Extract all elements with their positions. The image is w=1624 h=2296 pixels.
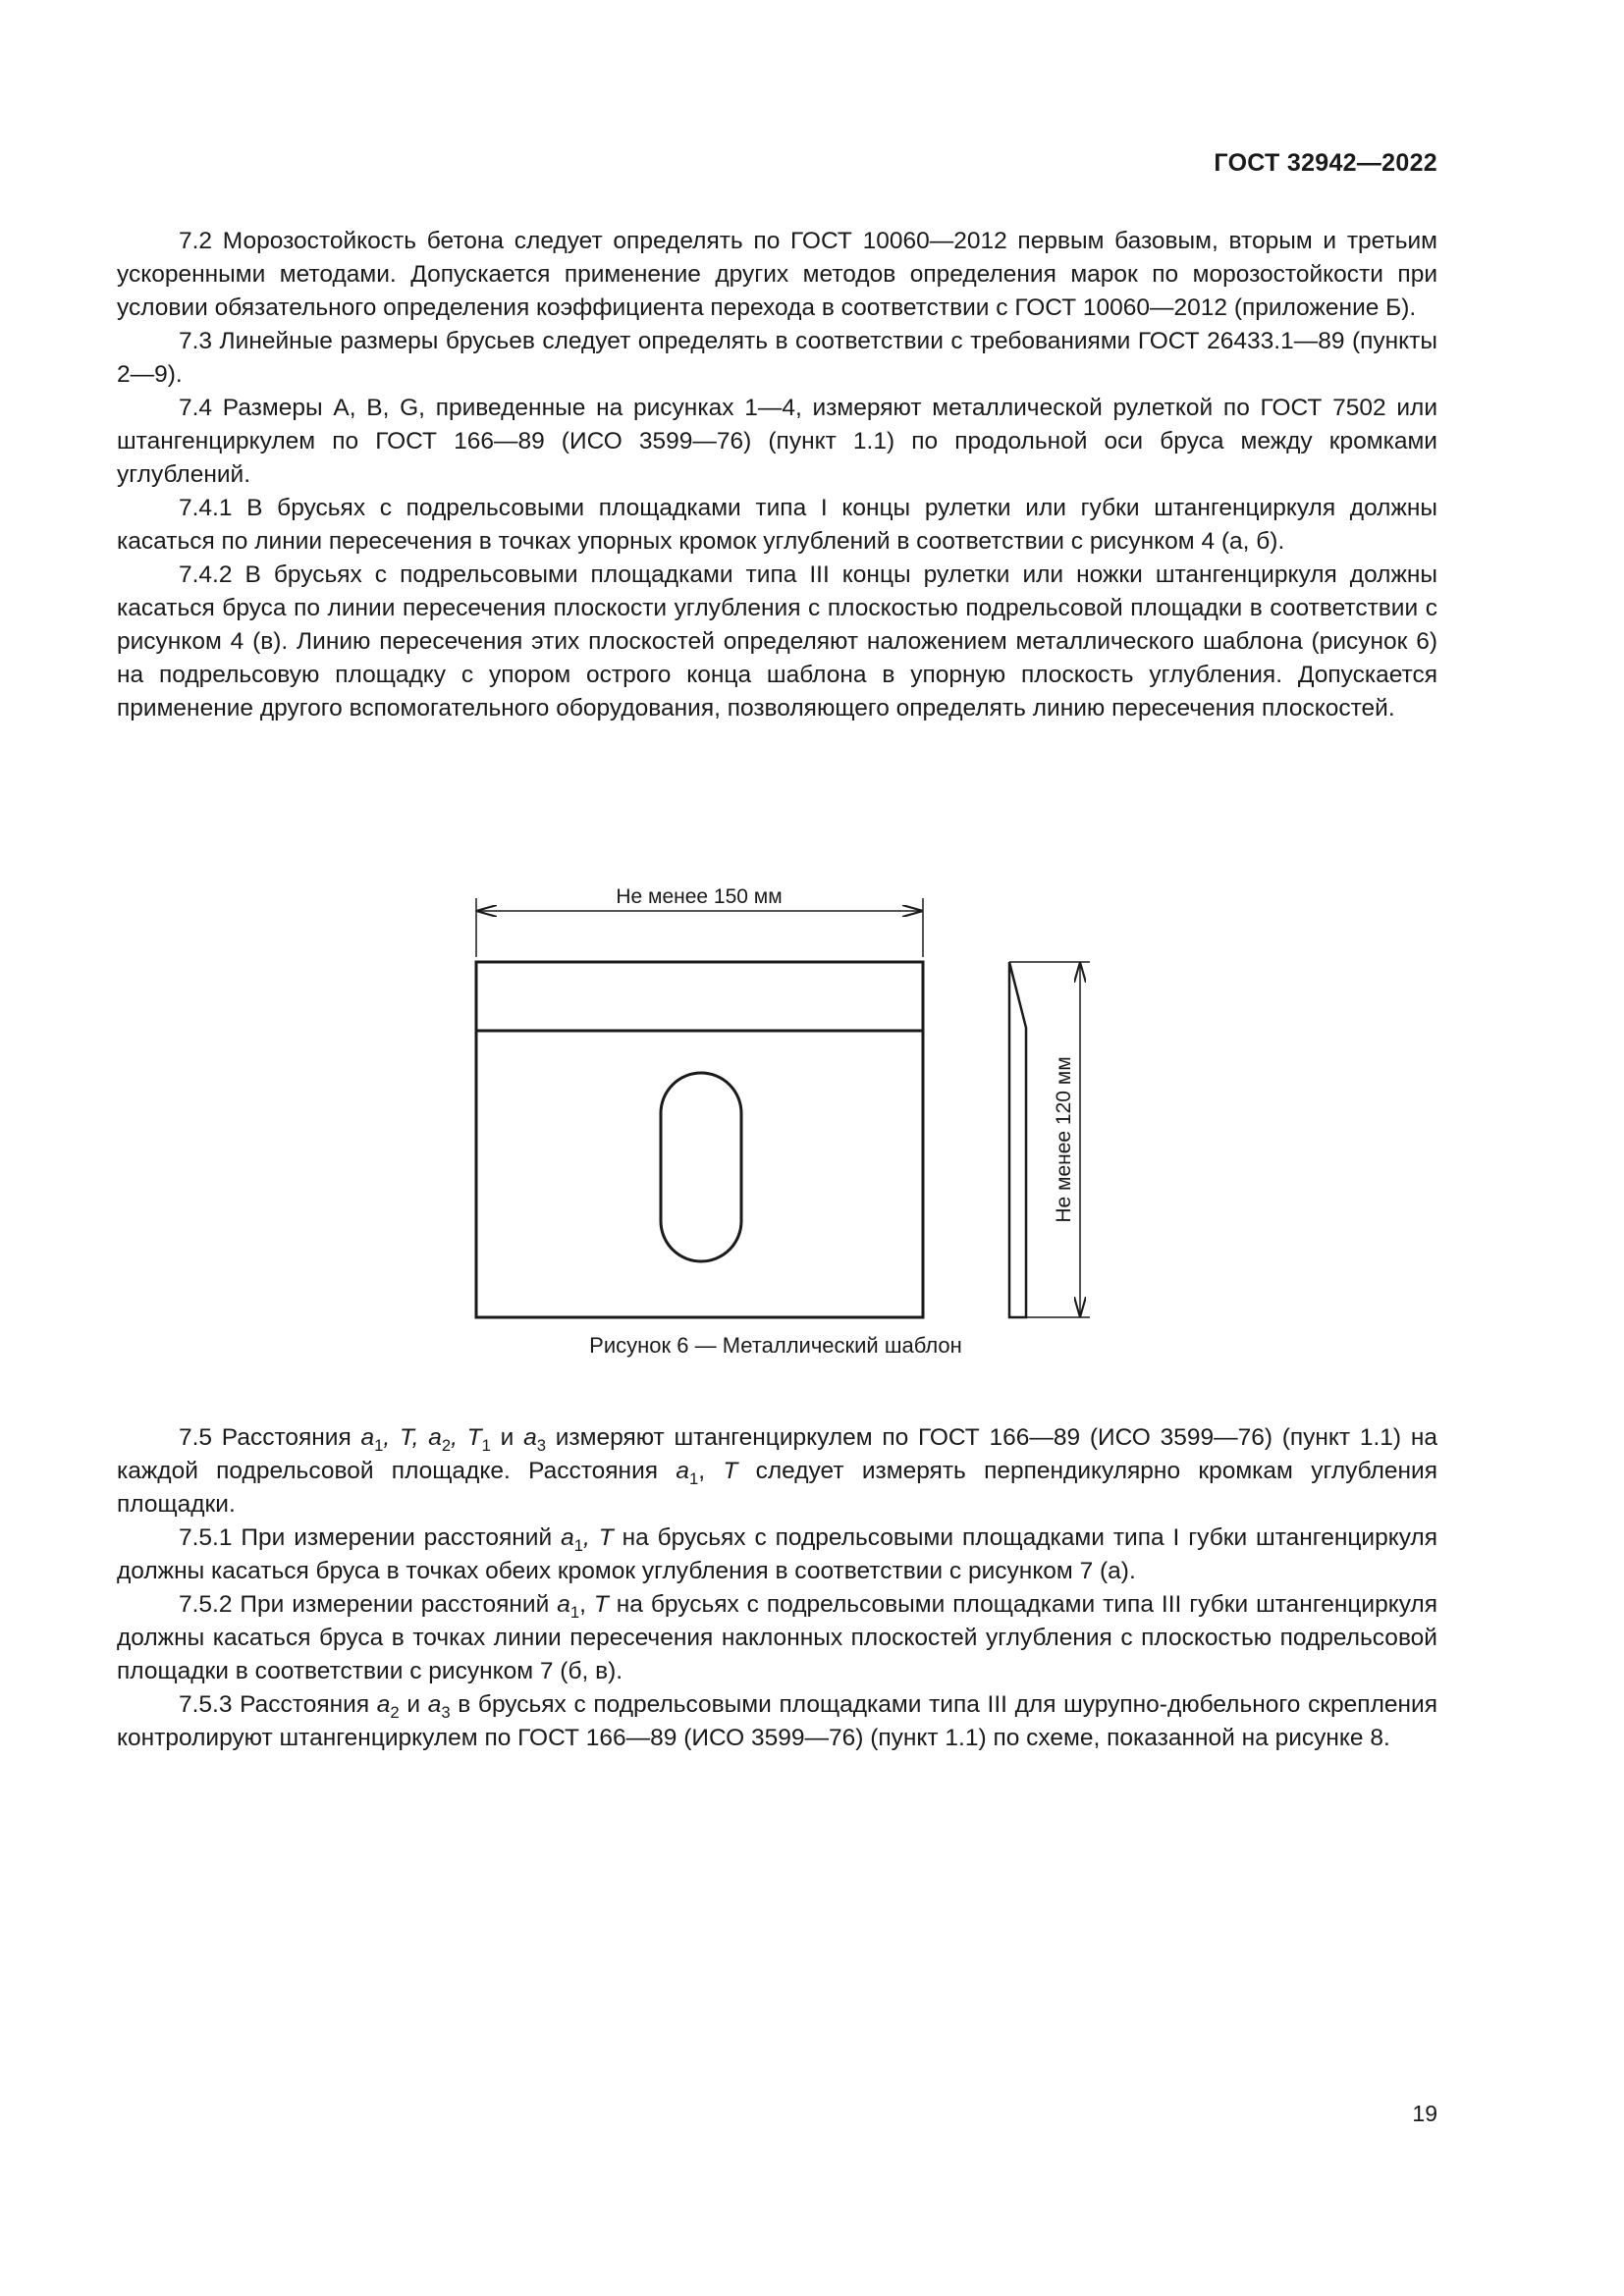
width-label: Не менее 150 мм (616, 885, 783, 908)
body-text-top (117, 225, 1437, 725)
paragraph-7-4-1: 7.4.1 В брусьях с подрельсовыми площадками типа I концы рулетки или губки штангенциркуля должны касаться по линии пересечения в точках упорных кромок углублений в соответствии с рисунком 4 (а, б). (117, 495, 1437, 555)
paragraph-7-5-2: 7.5.2 При измерении расстояний $a_1$, T на брусьях с подрельсовыми площадками типа III губки штангенциркуля должны касаться бруса в точках линии пересечения наклонных плоскостей углубления с плоскостью подрельсовой площадки в соответствии с рисунком 7 (б, в). (117, 1591, 1437, 1684)
page-number: 19 (1412, 2101, 1437, 2126)
template-drawing (452, 869, 1119, 1330)
figure-caption: Рисунок 6 — Металлический шаблон (589, 1333, 962, 1358)
template-slot (661, 1073, 741, 1261)
height-label: Не менее 120 мм (1053, 1056, 1075, 1223)
figure-6-metal-template (452, 869, 1119, 1379)
body-text-bottom (117, 1421, 1437, 1755)
document-header: ГОСТ 32942—2022 (1214, 149, 1437, 177)
paragraph-7-4: 7.4 Размеры A, B, G, приведенные на рисунках 1—4, измеряют металлической рулеткой по ГОСТ 7502 или штангенциркулем по ГОСТ 166—89 (ИСО 3599—76) (пункт 1.1) по продольной оси бруса между кромками углублений. (117, 395, 1437, 488)
paragraph-7-5-3: 7.5.3 Расстояния $a_2$ и $a_3$ в брусьях с подрельсовыми площадками типа III для шурупно-дюбельного скрепления контролируют штангенциркулем по ГОСТ 166—89 (ИСО 3599—76) (пункт 1.1) по схеме, показанной на рисунке 8. (117, 1691, 1437, 1751)
paragraph-7-4-2: 7.4.2 В брусьях с подрельсовыми площадками типа III концы рулетки или ножки штангенциркуля должны касаться бруса по линии пересечения плоскости углубления с плоскостью подрельсовой площадки в соответствии с рисунком 4 (в). Линию пересечения этих плоскостей определяют наложением металлического шаблона (рисунок 6) на подрельсовую площадку с упором острого конца шаблона в упорную плоскость углубления. Допускается применение другого вспомогательного оборудования, позволяющего определять линию пересечения плоскостей. (117, 561, 1437, 721)
paragraph-7-3: 7.3 Линейные размеры брусьев следует определять в соответствии с требованиями ГОСТ 26433.1—89 (пункты 2—9). (117, 328, 1437, 388)
template-side-view (1009, 962, 1026, 1317)
paragraph-7-2: 7.2 Морозостойкость бетона следует определять по ГОСТ 10060—2012 первым базовым, вторым и третьим ускоренными методами. Допускается применение других методов определения марок по морозостойкости при условии обязательного определения коэффициента перехода в соответствии с ГОСТ 10060—2012 (приложение Б). (117, 228, 1437, 321)
paragraph-7-5-1: 7.5.1 При измерении расстояний $a_1$, T на брусьях с подрельсовыми площадками типа I губки штангенциркуля должны касаться бруса в точках обеих кромок углубления в соответствии с рисунком 7 (а). (117, 1524, 1437, 1584)
paragraph-7-5: 7.5 Расстояния $a_1$, T, $a_2$, $T_1$ и $a_3$ измеряют штангенциркулем по ГОСТ 166—89 (ИСО 3599—76) (пункт 1.1) на каждой подрельсовой площадке. Расстояния $a_1$, T следует измерять перпендикулярно кромкам углубления площадки. (117, 1424, 1437, 1518)
template-front-view (476, 962, 923, 1317)
